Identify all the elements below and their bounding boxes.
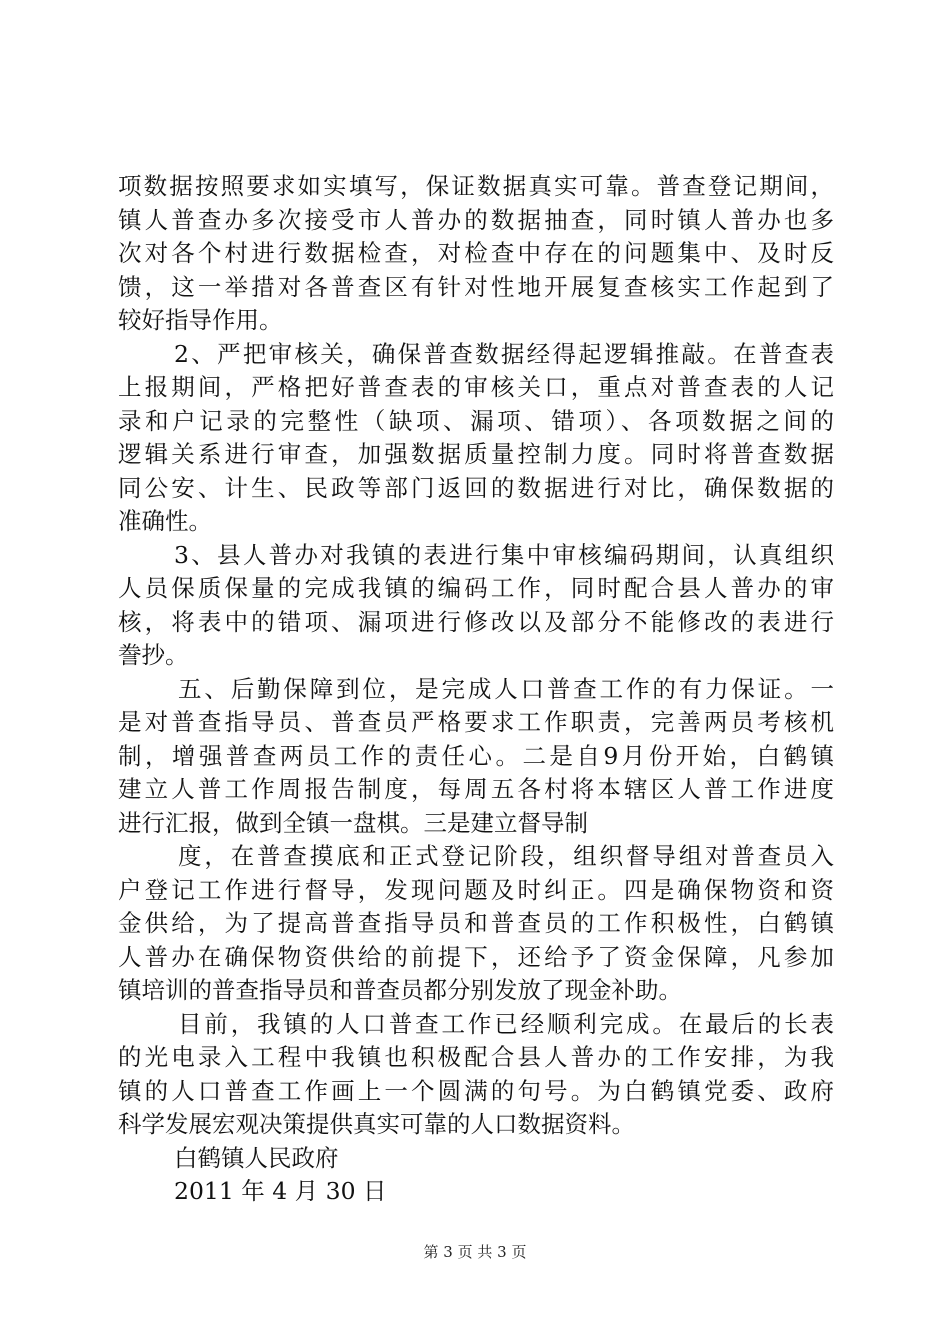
text-line: 建立人普工作周报告制度，每周五各村将本辖区人普工作进度 <box>118 775 834 803</box>
text-line: 度，在普查摸底和正式登记阶段，组织督导组对普查员入 <box>178 842 834 870</box>
text-line: 2011 年 4 月 30 日 <box>174 1177 387 1205</box>
text-line: 逻辑关系进行审查，加强数据质量控制力度。同时将普查数据 <box>118 440 834 468</box>
text-line: 录和户记录的完整性（缺项、漏项、错项）、各项数据之间的 <box>118 406 834 435</box>
text-line: 核，将表中的错项、漏项进行修改以及部分不能修改的表进行 <box>118 607 834 636</box>
text-line: 五、后勤保障到位，是完成人口普查工作的有力保证。一 <box>178 674 834 703</box>
text-line: 馈，这一举措对各普查区有针对性地开展复查核实工作起到了 <box>118 272 834 301</box>
text-line: 人员保质保量的完成我镇的编码工作，同时配合县人普办的审 <box>118 574 834 602</box>
text-line: 较好指导作用。 <box>118 306 283 334</box>
text-line: 的光电录入工程中我镇也积极配合县人普办的工作安排，为我 <box>118 1043 834 1071</box>
text-line: 目前，我镇的人口普查工作已经顺利完成。在最后的长表 <box>178 1009 834 1038</box>
text-line: 次对各个村进行数据检查，对检查中存在的问题集中、及时反 <box>118 239 834 267</box>
text-line: 镇培训的普查指导员和普查员都分别发放了现金补助。 <box>118 976 682 1004</box>
text-line: 镇人普查办多次接受市人普办的数据抽查，同时镇人普办也多 <box>118 205 834 234</box>
text-line: 上报期间，严格把好普查表的审核关口，重点对普查表的人记 <box>118 373 834 401</box>
text-line: 科学发展宏观决策提供真实可靠的人口数据资料。 <box>118 1110 635 1138</box>
text-line: 是对普查指导员、普查员严格要求工作职责，完善两员考核机 <box>118 708 834 736</box>
text-line: 白鹤镇人民政府 <box>174 1143 339 1172</box>
document-body <box>118 170 834 1209</box>
text-line: 进行汇报，做到全镇一盘棋。三是建立督导制 <box>118 808 588 837</box>
text-line: 誊抄。 <box>118 641 189 669</box>
text-line: 同公安、计生、民政等部门返回的数据进行对比，确保数据的 <box>118 473 834 502</box>
text-line: 项数据按照要求如实填写，保证数据真实可靠。普查登记期间， <box>118 172 834 200</box>
text-line: 人普办在确保物资供给的前提下，还给予了资金保障，凡参加 <box>118 942 834 971</box>
page-footer: 第 3 页 共 3 页 <box>423 1243 527 1261</box>
text-line: 准确性。 <box>118 507 212 535</box>
text-line: 户登记工作进行督导，发现问题及时纠正。四是确保物资和资 <box>118 875 834 904</box>
text-line: 2、严把审核关，确保普查数据经得起逻辑推敲。在普查表 <box>174 339 834 368</box>
text-line: 金供给，为了提高普查指导员和普查员的工作积极性，白鹤镇 <box>118 909 834 937</box>
text-line: 镇的人口普查工作画上一个圆满的句号。为白鹤镇党委、政府 <box>118 1076 834 1105</box>
text-line: 3、县人普办对我镇的表进行集中审核编码期间，认真组织 <box>174 540 834 569</box>
text-line: 制，增强普查两员工作的责任心。二是自9月份开始，白鹤镇 <box>118 741 834 770</box>
